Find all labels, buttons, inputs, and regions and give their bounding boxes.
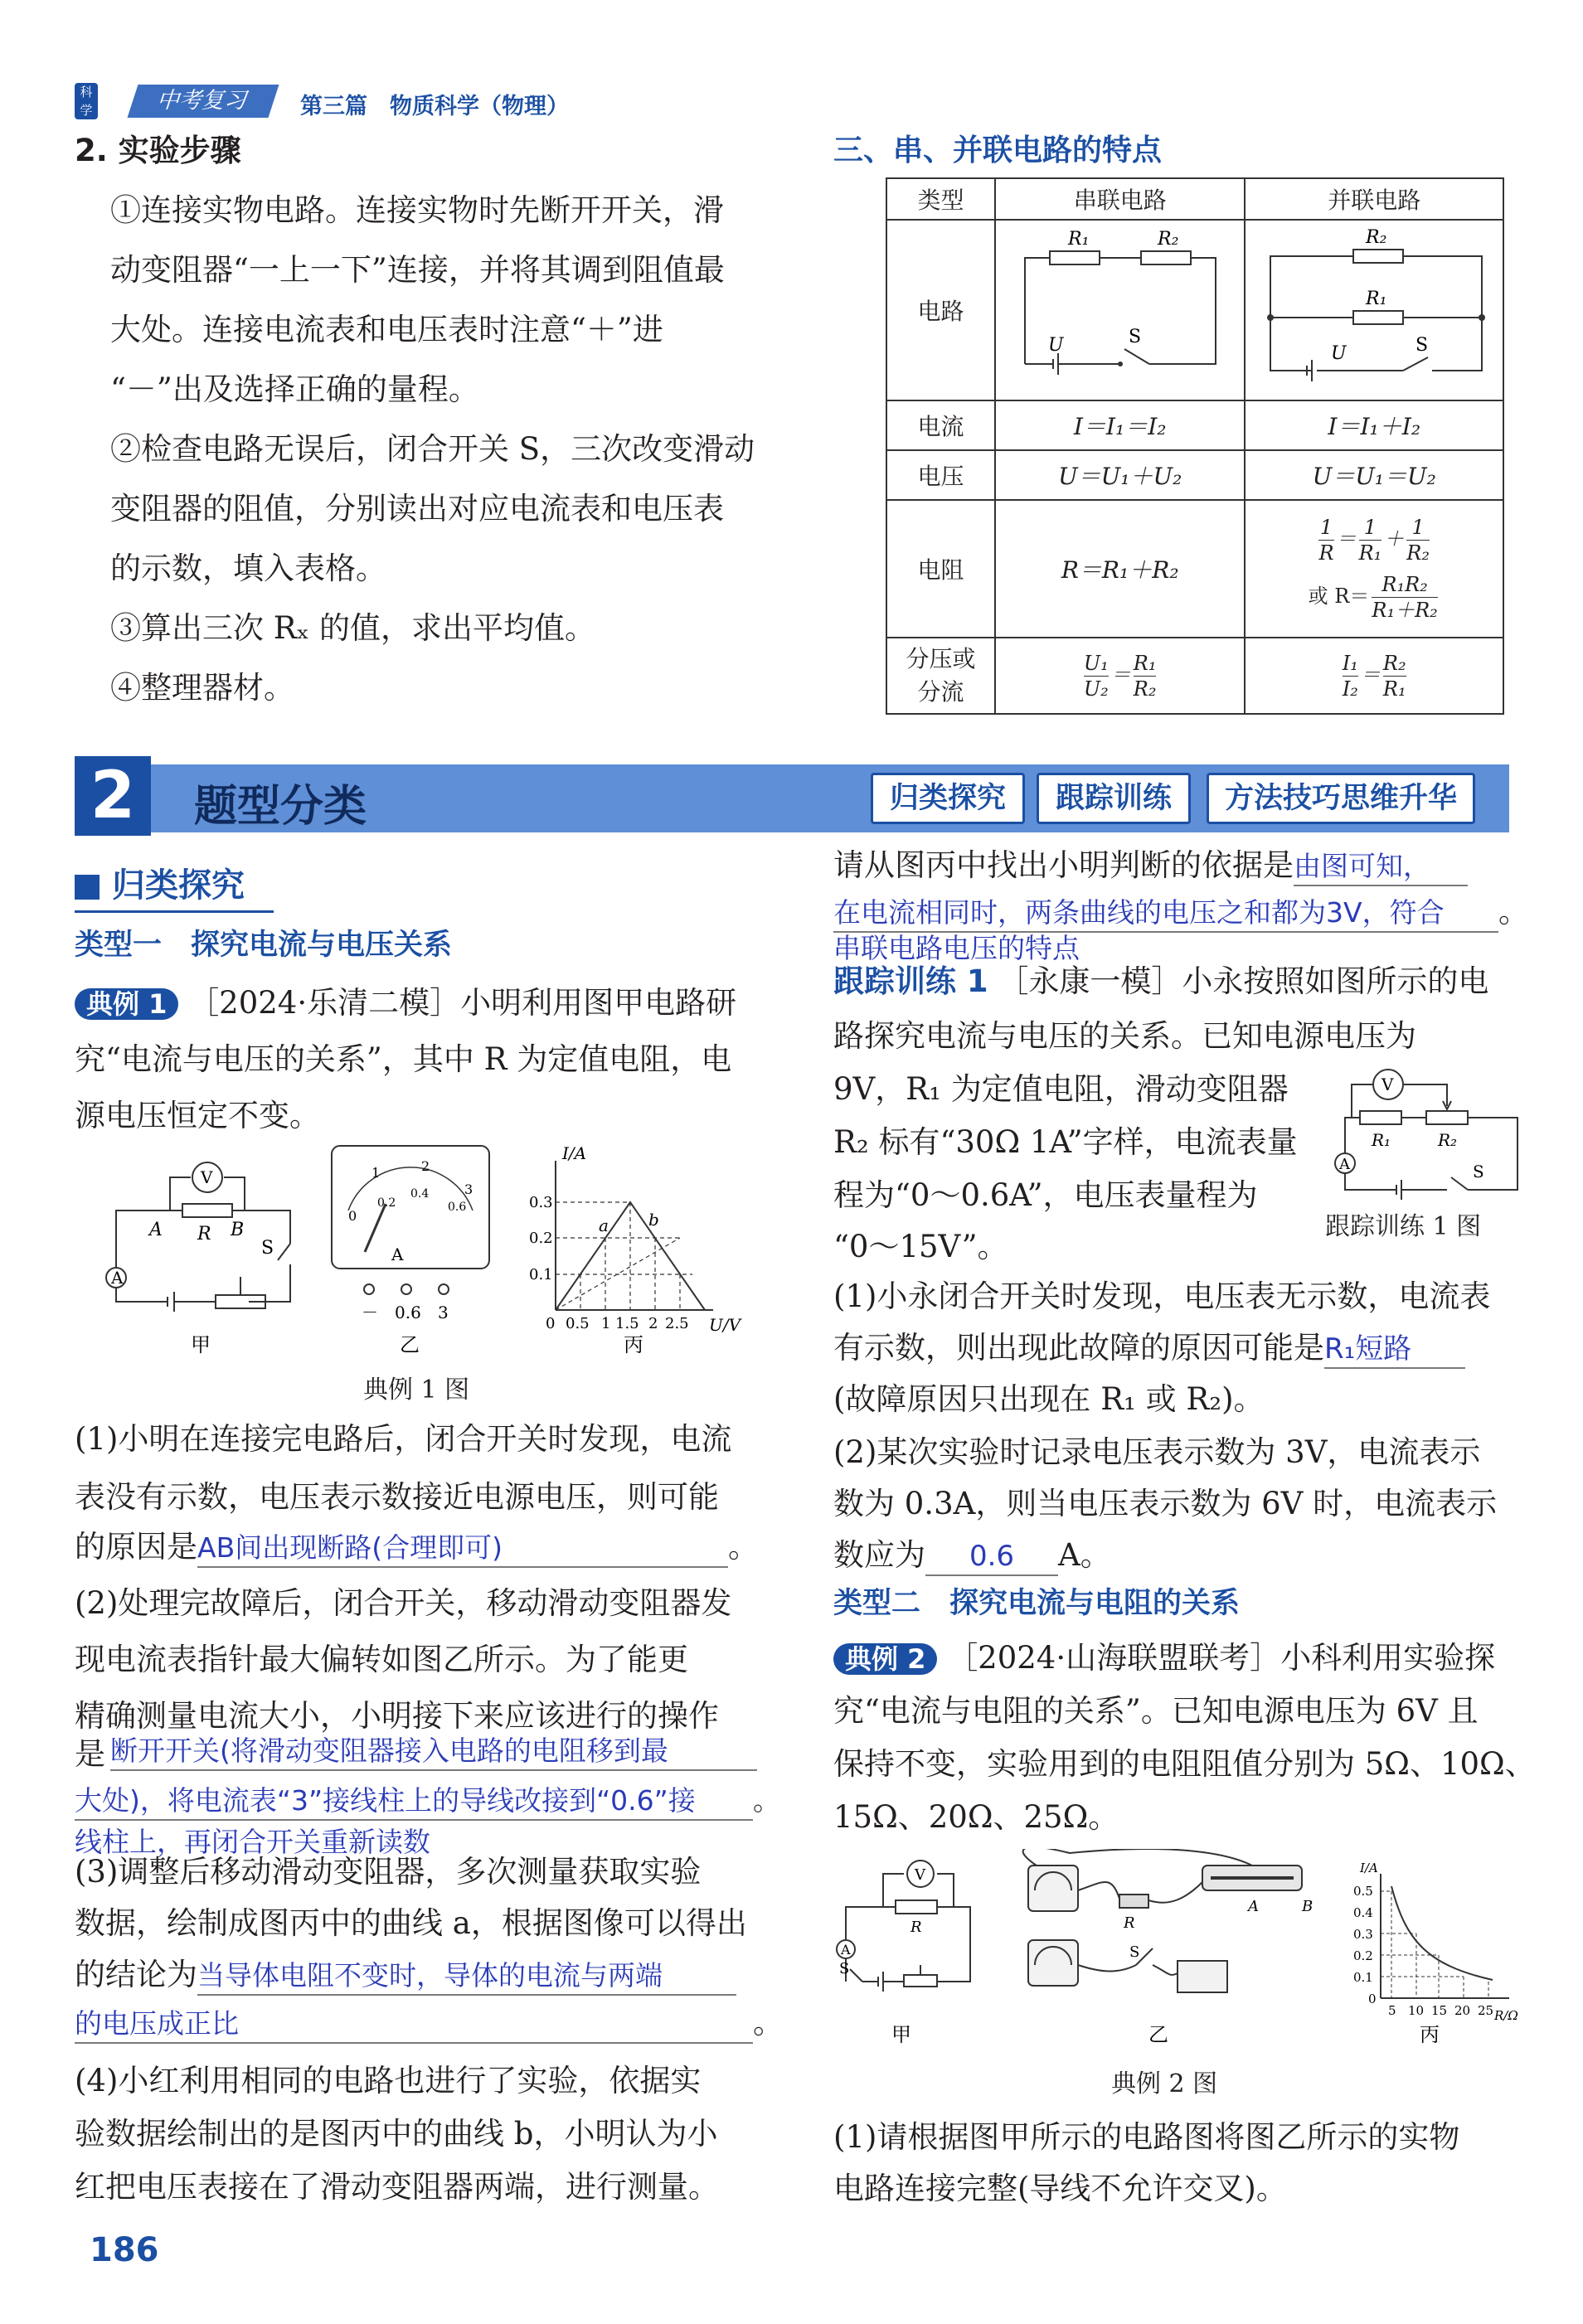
track-line: 9V，R₁ 为定值电阻，滑动变阻器 [833, 1071, 1289, 1107]
ex2-badge: 典例 2 [833, 1643, 937, 1675]
ex2-graph-bing [1353, 1861, 1518, 2046]
svg-text:R₂: R₂ [1438, 1130, 1458, 1150]
q4-answer-line: 在电流相同时，两条曲线的电压之和都为3V，符合 。 [833, 894, 1529, 933]
svg-text:b: b [648, 1210, 659, 1230]
type2-heading: 类型二 探究电流与电阻的关系 [833, 1587, 1241, 1620]
page-number: 186 [90, 2231, 159, 2269]
svg-text:S: S [1129, 1943, 1140, 1961]
svg-text:0.6: 0.6 [395, 1303, 421, 1322]
banner-title: 题型分类 [194, 782, 367, 832]
parallel-current: I＝I₁＋I₂ [1245, 400, 1503, 450]
subject-icon: 科学 [75, 83, 98, 119]
table-header: 类型 [886, 178, 995, 220]
svg-text:0.6: 0.6 [448, 1201, 467, 1214]
q1-line: 表没有示数，电压表示数接近电源电压，则可能 [75, 1479, 719, 1515]
row-label: 电压 [886, 450, 995, 500]
series-divide: $\frac{\text{U₁}}{\text{U₂}}$ ＝ $\frac{\text{R₁}}{\text{R₂}}$ [995, 638, 1246, 714]
tag-fangfa: 方法技巧思维升华 [1207, 773, 1475, 824]
series-circuit-diagram [1000, 225, 1241, 391]
ex1-line: 典例 1 ［2024·乐清二模］小明利用图甲电路研 [75, 985, 736, 1022]
tag-genzong: 跟踪训练 [1037, 773, 1191, 824]
table-header: 串联电路 [995, 178, 1246, 220]
row-label: 电阻 [886, 500, 995, 638]
t2-line: 数为 0.3A，则当电压表示数为 6V 时，电流表示 [833, 1486, 1498, 1521]
row-label: 电路 [886, 220, 995, 400]
q2-line: 是 [75, 1736, 105, 1772]
q2-answer: 断开开关(将滑动变阻器接入电路的电阻移到最 [110, 1733, 757, 1771]
steps-line: ④整理器材。 [110, 670, 294, 706]
ex1-label-a: A [111, 1268, 124, 1288]
track-badge: 跟踪训练 1 [833, 963, 988, 999]
q4-answer: 在电流相同时，两条曲线的电压之和都为3V，符合 [833, 895, 1498, 933]
ex2-line: 保持不变，实验用到的电阻阻值分别为 5Ω、10Ω、 [833, 1746, 1536, 1782]
ex2-apparatus-yi [1023, 1849, 1302, 1992]
ex1-line: 源电压恒定不变。 [75, 1098, 320, 1133]
parallel-resistance [1245, 500, 1503, 638]
svg-text:5: 5 [1388, 2003, 1396, 2018]
label-u: U [1331, 342, 1347, 364]
svg-text:0.5: 0.5 [1353, 1884, 1373, 1899]
section-heading: 归类探究 [112, 866, 245, 905]
ex2-fig-caption: 典例 2 图 [1111, 2069, 1218, 2098]
svg-text:15: 15 [1431, 2003, 1448, 2018]
svg-text:A: A [1339, 1156, 1350, 1173]
label-r1: R₁ [1366, 288, 1387, 309]
svg-text:1.5: 1.5 [615, 1315, 639, 1332]
t1-line: 有示数，则出现此故障的原因可能是R₁短路 [833, 1330, 1465, 1369]
svg-text:3: 3 [438, 1303, 449, 1322]
svg-text:3: 3 [464, 1181, 473, 1197]
svg-text:0.5: 0.5 [566, 1315, 590, 1332]
q1-line: (1)小明在连接完电路后，闭合开关时发现，电流 [75, 1421, 732, 1457]
q2-answer: 线柱上，再闭合开关重新读数 [75, 1826, 430, 1858]
svg-text:1: 1 [371, 1165, 381, 1181]
ex1-graph-bing [529, 1144, 743, 1356]
steps-line: 大处。连接电流表和电压表时注意“＋”进 [110, 312, 663, 347]
series-resistance: R＝R₁＋R₂ [995, 500, 1246, 638]
label-r2: R₂ [1157, 228, 1179, 250]
t2-line: (2)某次实验时记录电压表示数为 3V，电流表示 [833, 1434, 1481, 1470]
svg-text:A: A [1248, 1898, 1259, 1915]
q4-line: 红把电压表接在了滑动变阻器两端，进行测量。 [75, 2169, 719, 2205]
svg-text:10: 10 [1408, 2003, 1425, 2018]
q4-answer: 串联电路电压的特点 [833, 932, 1080, 964]
svg-text:0.3: 0.3 [1353, 1927, 1373, 1942]
svg-text:0.4: 0.4 [410, 1187, 430, 1201]
table-header: 并联电路 [1245, 178, 1503, 220]
q1-line: 的原因是AB间出现断路(合理即可) 。 [75, 1529, 759, 1568]
ex1-label-a2: A [149, 1220, 163, 1240]
ex1-label-v: V [201, 1167, 213, 1187]
label-r2: R₂ [1366, 226, 1387, 248]
steps-line: ①连接实物电路。连接实物时先断开开关，滑 [110, 192, 724, 228]
ex1-caption-bing: 丙 [624, 1333, 643, 1356]
header-tab: 中考复习 [128, 85, 279, 118]
svg-text:A: A [391, 1244, 404, 1264]
steps-line: 的示数，填入表格。 [110, 551, 386, 586]
svg-text:R: R [910, 1919, 922, 1936]
type1-heading: 类型一 探究电流与电压关系 [75, 929, 453, 962]
track-fig-caption: 跟踪训练 1 图 [1325, 1212, 1482, 1241]
q4-cont: 请从图丙中找出小明判断的依据是由图可知， [833, 847, 1468, 886]
ex2-line: 15Ω、20Ω、25Ω。 [833, 1799, 1119, 1835]
steps-line: 动变阻器“一上一下”连接，并将其调到阻值最 [110, 252, 725, 288]
ex2-q1-line: (1)请根据图甲所示的电路图将图乙所示的实物 [833, 2119, 1460, 2155]
row-label: 电流 [886, 400, 995, 450]
q3-line: (3)调整后移动滑动变阻器，多次测量获取实验 [75, 1854, 702, 1890]
svg-text:0.2: 0.2 [377, 1196, 396, 1210]
ex1-label-r: R [197, 1224, 211, 1244]
parallel-circuit [1245, 220, 1503, 400]
ex1-figure [91, 1144, 755, 1360]
header-bar [75, 81, 1501, 124]
svg-text:S: S [1473, 1162, 1484, 1181]
q3-line: 数据，绘制成图丙中的曲线 a，根据图像可以得出 [75, 1905, 747, 1941]
svg-text:I/A: I/A [562, 1144, 587, 1163]
svg-text:2: 2 [421, 1158, 430, 1174]
q4-answer: 由图可知， [1294, 848, 1468, 886]
ex2-line: 究“电流与电阻的关系”。已知电源电压为 6V 且 [833, 1693, 1479, 1729]
parallel-resistance-product: 或 R＝ $\frac{\text{R₁R₂}}{\text{R₁＋R₂}}$ [1308, 573, 1438, 622]
track-figure [1327, 1061, 1526, 1211]
svg-text:V: V [915, 1866, 925, 1884]
parallel-divide: $\frac{\text{I₁}}{\text{I₂}}$ ＝ $\frac{\text{R₂}}{\text{R₁}}$ [1245, 638, 1503, 714]
label-r1: R₁ [1067, 228, 1090, 250]
track-line: “0～15V”。 [833, 1229, 1008, 1264]
svg-text:－: － [362, 1303, 378, 1322]
svg-text:B: B [1302, 1898, 1314, 1915]
ex2-line: 典例 2 ［2024·山海联盟联考］小科利用实验探 [833, 1640, 1495, 1677]
ex2-caption-yi: 乙 [1148, 2023, 1168, 2046]
circuit-table [886, 177, 1504, 715]
svg-text:0.1: 0.1 [1353, 1970, 1373, 1985]
table-title: 三、串、并联电路的特点 [833, 133, 1163, 167]
t1-line: (故障原因只出现在 R₁ 或 R₂)。 [833, 1381, 1265, 1417]
ex2-figure [821, 1849, 1526, 2048]
q2-answer: 大处)，将电流表“3”接线柱上的导线改接到“0.6”接 。 [75, 1783, 780, 1821]
svg-text:0.3: 0.3 [529, 1194, 553, 1211]
ex1-caption-jia: 甲 [191, 1333, 211, 1356]
q2-line: 现电流表指针最大偏转如图乙所示。为了能更 [75, 1642, 688, 1677]
row-label-divide: 分压或 分流 [886, 638, 995, 714]
ex2-caption-bing: 丙 [1420, 2023, 1440, 2046]
svg-text:2.5: 2.5 [665, 1315, 689, 1332]
svg-text:0: 0 [348, 1208, 357, 1224]
svg-text:I/A: I/A [1360, 1861, 1378, 1875]
svg-text:25: 25 [1478, 2003, 1494, 2018]
track-line: 路探究电流与电压的关系。已知电源电压为 [833, 1018, 1416, 1054]
svg-text:a: a [599, 1215, 609, 1235]
ex1-line: 究“电流与电压的关系”，其中 R 为定值电阻，电 [75, 1041, 732, 1077]
svg-text:20: 20 [1454, 2003, 1471, 2018]
svg-text:R/Ω: R/Ω [1494, 2008, 1518, 2023]
series-circuit [995, 220, 1246, 400]
ex1-label-s: S [261, 1238, 274, 1259]
q4-line: (4)小红利用相同的电路也进行了实验，依据实 [75, 2063, 702, 2098]
ex2-caption-jia: 甲 [891, 2023, 911, 2046]
svg-text:0.2: 0.2 [529, 1230, 553, 1247]
track-line: 跟踪训练 1 ［永康一模］小永按照如图所示的电 [833, 963, 1489, 999]
q4-line: 验数据绘制出的是图丙中的曲线 b，小明认为小 [75, 2116, 718, 2152]
ex1-caption-yi: 乙 [400, 1333, 420, 1356]
parallel-resistance-recip: $\frac{1}{R}$ ＝ $\frac{1}{\text{R₁}}$ ＋ $\frac{1}{\text{R₂}}$ [1318, 516, 1430, 565]
track-line: 程为“0～0.6A”，电压表量程为 [833, 1177, 1258, 1213]
svg-text:V: V [1381, 1075, 1394, 1094]
q3-answer: 当导体电阻不变时，导体的电流与两端 [197, 1958, 736, 1996]
t1-line: (1)小永闭合开关时发现，电压表无示数，电流表 [833, 1278, 1491, 1314]
svg-text:S: S [839, 1960, 850, 1977]
svg-text:0.1: 0.1 [529, 1266, 553, 1283]
ex1-label-b: B [231, 1220, 245, 1240]
ex1-badge: 典例 1 [75, 988, 178, 1020]
svg-text:U/V: U/V [709, 1315, 741, 1335]
series-current: I＝I₁＝I₂ [995, 400, 1246, 450]
steps-line: ②检查电路无误后，闭合开关 S，三次改变滑动 [110, 431, 755, 467]
svg-text:R₁: R₁ [1372, 1130, 1391, 1150]
tag-guilei: 归类探究 [871, 773, 1025, 824]
label-u: U [1047, 334, 1064, 356]
svg-text:0.2: 0.2 [1353, 1948, 1373, 1963]
q3-line: 的结论为当导体电阻不变时，导体的电流与两端 [75, 1957, 736, 1996]
series-voltage: U＝U₁＋U₂ [995, 450, 1246, 500]
svg-text:R: R [1124, 1914, 1135, 1932]
q2-line: (2)处理完故障后，闭合开关，移动滑动变阻器发 [75, 1585, 732, 1621]
label-s: S [1415, 334, 1429, 356]
q3-answer: 的电压成正比 [75, 2006, 753, 2044]
svg-text:0.4: 0.4 [1353, 1905, 1373, 1920]
q1-answer: AB间出现断路(合理即可) [197, 1530, 728, 1568]
ex1-meter-yi [332, 1146, 489, 1356]
steps-heading: 2. 实验步骤 [75, 133, 241, 168]
t2-line: 数应为 0.6 A。 [833, 1537, 1111, 1576]
header-section: 第三篇 物质科学（物理） [300, 94, 569, 119]
svg-text:2: 2 [648, 1315, 658, 1332]
q2-line: 精确测量电流大小，小明接下来应该进行的操作 [75, 1698, 719, 1734]
svg-text:A: A [841, 1942, 851, 1958]
svg-text:1: 1 [601, 1315, 611, 1332]
steps-line: 变阻器的阻值，分别读出对应电流表和电压表 [110, 491, 724, 526]
steps-line: “－”出及选择正确的量程。 [110, 371, 479, 407]
section-underline [75, 910, 274, 913]
ex2-q1-line: 电路连接完整(导线不允许交叉)。 [833, 2171, 1287, 2206]
svg-text:0: 0 [1368, 1992, 1377, 2006]
ex1-fig-caption: 典例 1 图 [363, 1375, 470, 1405]
section-square-icon [75, 875, 100, 900]
label-s: S [1128, 326, 1141, 347]
track-line: R₂ 标有“30Ω 1A”字样，电流表量 [833, 1124, 1298, 1160]
banner-number: 2 [75, 756, 151, 836]
svg-text:0: 0 [546, 1315, 556, 1332]
q3-line: 的电压成正比 。 [75, 2005, 784, 2044]
ex2-circuit-jia [846, 1874, 970, 1992]
t2-answer: 0.6 [925, 1538, 1058, 1576]
t1-answer: R₁短路 [1324, 1331, 1465, 1369]
parallel-voltage: U＝U₁＝U₂ [1245, 450, 1503, 500]
steps-line: ③算出三次 Rₓ 的值，求出平均值。 [110, 610, 596, 646]
parallel-circuit-diagram [1250, 225, 1498, 391]
